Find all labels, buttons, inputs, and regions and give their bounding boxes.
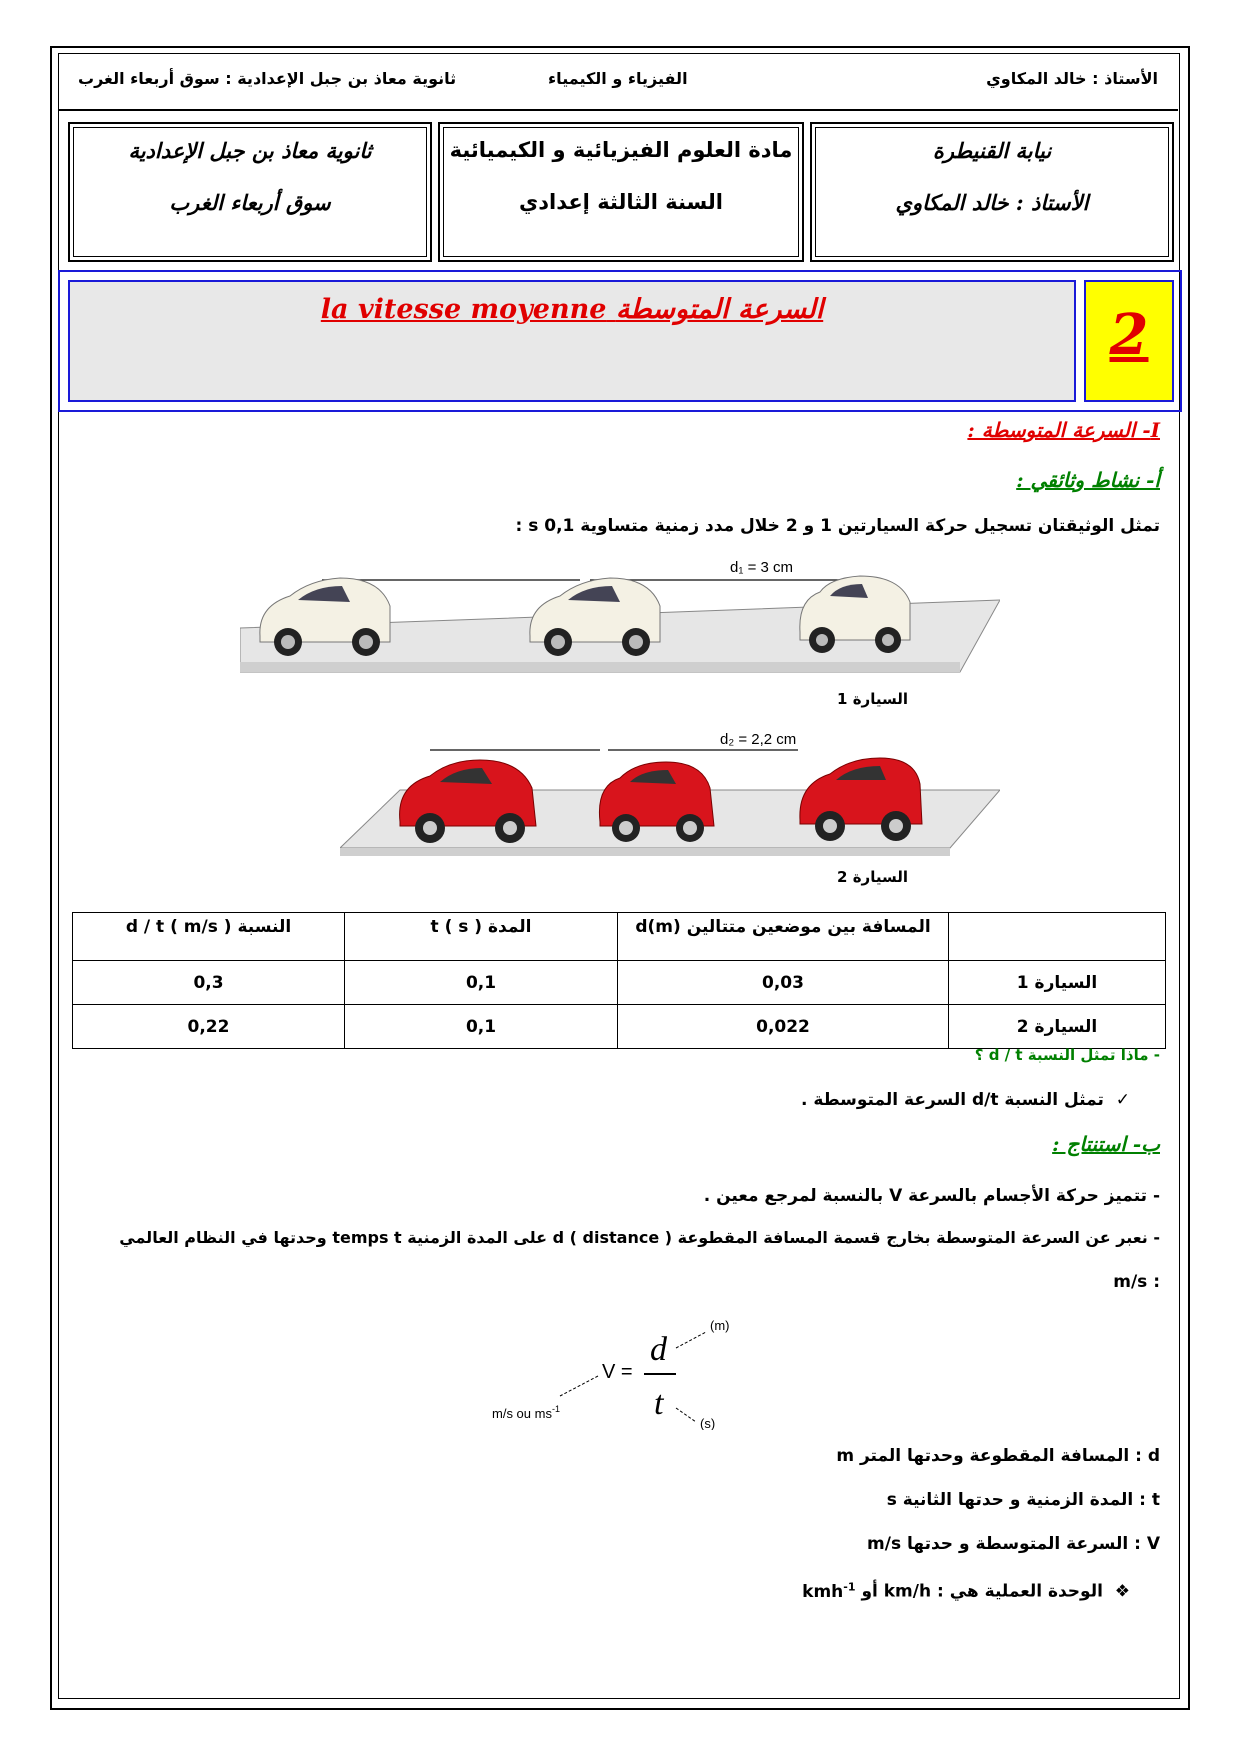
unit-d: (m) — [710, 1318, 730, 1333]
table-header-cell: المسافة بين موضعين متتالين (d(m — [618, 913, 949, 961]
answer — [801, 1090, 1130, 1110]
table-cell: 0,022 — [618, 1005, 949, 1049]
practical-unit-value — [802, 1582, 855, 1602]
unit-v-exp: -1 — [551, 1404, 560, 1414]
data-table — [72, 912, 1166, 1049]
car1-road-edge — [240, 662, 960, 672]
unit-kmh: kmh — [802, 1581, 844, 1602]
box-right-line2: الأستاذ : خالد المكاوي — [895, 190, 1089, 215]
car1-label: السيارة 1 — [837, 690, 908, 708]
conclusion-line1: - تتميز حركة الأجسام بالسرعة V بالنسبة لمرجع معين . — [703, 1186, 1160, 1206]
arrow-v — [560, 1376, 598, 1396]
table-cell: 0,1 — [345, 1005, 618, 1049]
table-cell: 0,22 — [73, 1005, 345, 1049]
table-header-cell: النسبة ( d / t ( m/s — [73, 913, 345, 961]
def-symbol: t — [1151, 1490, 1160, 1510]
question: - ماذا تمثل النسبة d / t ؟ — [974, 1046, 1160, 1064]
car1-distance-label: d₁ = 3 cm — [730, 559, 794, 576]
lesson-number-box — [1084, 280, 1174, 402]
header-teacher: الأستاذ : خالد المكاوي — [986, 69, 1158, 88]
lesson-title — [70, 294, 1074, 325]
table-cell: 0,3 — [73, 961, 345, 1005]
formula — [480, 1310, 780, 1430]
definition-d — [836, 1446, 1160, 1466]
table-header-cell: المدة ( t ( s — [345, 913, 618, 961]
lesson-title-ar: السرعة المتوسطة — [615, 294, 824, 325]
car1-figure — [240, 556, 1000, 676]
conclusion-heading: ب- استنتاج : — [1052, 1132, 1160, 1156]
unit-v — [492, 1404, 560, 1421]
unit-t: (s) — [700, 1416, 716, 1430]
activity-intro: تمثل الوثيقتان تسجيل حركة السيارتين 1 و 2 خلال مدد زمنية متساوية 0,1 s : — [515, 516, 1160, 536]
checkmark-icon: ✓ — [1103, 1090, 1130, 1110]
definition-t — [887, 1490, 1160, 1510]
table-row — [73, 961, 1166, 1005]
unit-v-text: m/s ou ms — [492, 1406, 552, 1421]
car2-road-edge — [340, 848, 950, 856]
formula-denominator: t — [654, 1385, 664, 1422]
table-cell: 0,03 — [618, 961, 949, 1005]
lesson-title-box — [68, 280, 1076, 402]
unit-kmh-exp: -1 — [843, 1580, 856, 1593]
header-box-middle — [438, 122, 804, 262]
table-header-row — [73, 913, 1166, 961]
lesson-title-fr: la vitesse moyenne — [320, 294, 607, 325]
formula-numerator: d — [650, 1331, 667, 1368]
car2-distance-label: d₂ = 2,2 cm — [720, 731, 797, 748]
box-middle-line1: مادة العلوم الفيزيائية و الكيميائية — [449, 138, 793, 162]
car2-figure — [340, 730, 1000, 858]
section-heading: I- السرعة المتوسطة : — [967, 418, 1160, 442]
lesson-number: 2 — [1109, 302, 1149, 368]
table-cell: 0,1 — [345, 961, 618, 1005]
header-box-right — [810, 122, 1174, 262]
table-row — [73, 1005, 1166, 1049]
box-middle-line2: السنة الثالثة إعدادي — [518, 190, 723, 214]
table-header-cell — [949, 913, 1166, 961]
top-header — [58, 53, 1178, 111]
conclusion-line2: - نعبر عن السرعة المتوسطة بخارج قسمة المسافة المقطوعة d ( distance ) على المدة الزمنية temps t وحدتها في النظام العالمي — [119, 1228, 1160, 1247]
header-school: ثانوية معاذ بن جبل الإعدادية : سوق أربعاء الغرب — [78, 69, 457, 88]
answer-text: تمثل النسبة d/t السرعة المتوسطة . — [800, 1090, 1104, 1110]
def-symbol: d — [1147, 1446, 1160, 1466]
formula-lhs: V = — [602, 1361, 633, 1383]
header-subject: الفيزياء و الكيمياء — [548, 69, 688, 88]
header-box-left — [68, 122, 432, 262]
def-text: : المدة الزمنية و حدتها الثانية s — [886, 1490, 1146, 1510]
table-cell: السيارة 1 — [949, 961, 1166, 1005]
arrow-d — [676, 1332, 706, 1348]
table-cell: السيارة 2 — [949, 1005, 1166, 1049]
box-right-line1: نيابة القنيطرة — [932, 138, 1052, 163]
box-left-line1: ثانوية معاذ بن جبل الإعدادية — [128, 138, 372, 163]
activity-heading: أ- نشاط وثائقي : — [1016, 468, 1160, 492]
practical-unit — [802, 1580, 1130, 1602]
diamond-bullet-icon: ❖ — [1102, 1581, 1130, 1602]
def-symbol: V — [1146, 1534, 1160, 1554]
def-text: : السرعة المتوسطة و حدتها m/s — [867, 1534, 1141, 1554]
arrow-t — [676, 1408, 696, 1422]
car2-label: السيارة 2 — [837, 868, 908, 886]
definition-v — [867, 1534, 1160, 1554]
box-left-line2: سوق أربعاء الغرب — [169, 190, 331, 215]
def-text: : المسافة المقطوعة وحدتها المتر m — [836, 1446, 1142, 1466]
lesson-title-banner — [58, 270, 1182, 412]
practical-unit-text: الوحدة العملية هي : km/h أو — [861, 1581, 1103, 1602]
conclusion-line3: : m/s — [1113, 1272, 1160, 1292]
